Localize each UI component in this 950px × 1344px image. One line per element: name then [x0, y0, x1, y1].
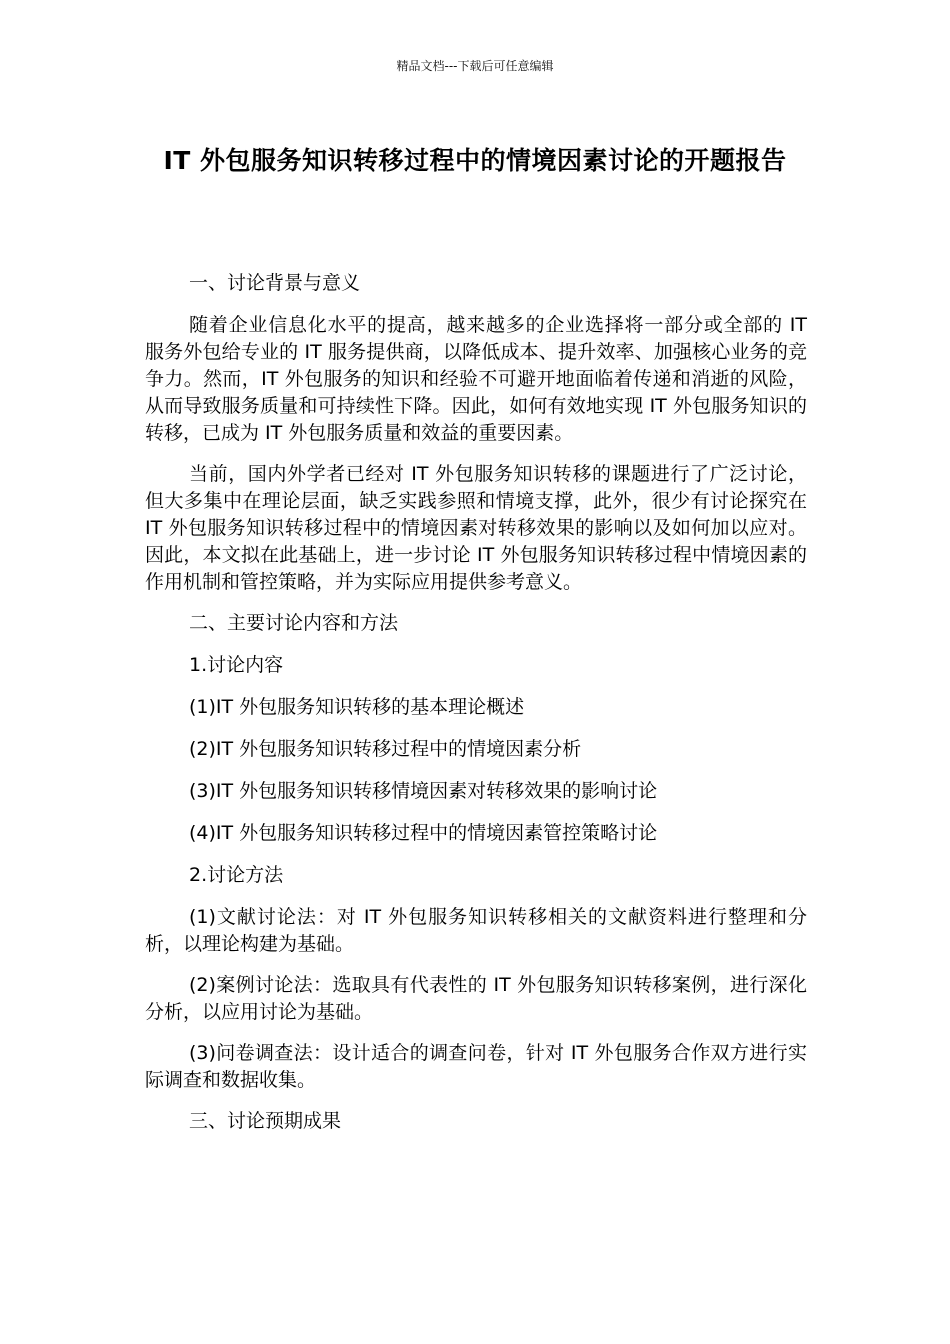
content-item-3: (3)IT 外包服务知识转移情境因素对转移效果的影响讨论 [189, 780, 658, 802]
content-item-4: (4)IT 外包服务知识转移过程中的情境因素管控策略讨论 [189, 822, 658, 844]
section-heading-content-methods: 二、主要讨论内容和方法 [189, 612, 399, 634]
subheading-methods: 2.讨论方法 [189, 864, 284, 886]
content-item-2: (2)IT 外包服务知识转移过程中的情境因素分析 [189, 738, 582, 760]
section-heading-background: 一、讨论背景与意义 [189, 272, 361, 294]
method-literature: (1)文献讨论法：对 IT 外包服务知识转移相关的文献资料进行整理和分析，以理论构建为基础。 [145, 906, 807, 955]
document-body [145, 270, 807, 1150]
content-item-1: (1)IT 外包服务知识转移的基本理论概述 [189, 696, 525, 718]
subheading-content: 1.讨论内容 [189, 654, 284, 676]
method-questionnaire: (3)问卷调查法：设计适合的调查问卷，针对 IT 外包服务合作双方进行实际调查和数据收集。 [145, 1042, 807, 1091]
document-title: IT 外包服务知识转移过程中的情境因素讨论的开题报告 [163, 146, 787, 175]
section-heading-expected-results: 三、讨论预期成果 [189, 1110, 342, 1132]
page-header: 精品文档---下载后可任意编辑 [396, 59, 554, 73]
paragraph-background-2: 当前，国内外学者已经对 IT 外包服务知识转移的课题进行了广泛讨论，但大多集中在理论层面，缺乏实践参照和情境支撑，此外，很少有讨论探究在 IT 外包服务知识转移过程中的情境因素对转移效果的影响以及如何加以应对。因此，本文拟在此基础上，进一步讨论 IT 外包服务知识转移过程中情境因素的作用机制和管控策略，并为实际应用提供参考意义。 [145, 463, 807, 593]
paragraph-background-1: 随着企业信息化水平的提高，越来越多的企业选择将一部分或全部的 IT 服务外包给专业的 IT 服务提供商，以降低成本、提升效率、加强核心业务的竞争力。然而，IT 外包服务的知识和经验不可避开地面临着传递和消逝的风险，从而导致服务质量和可持续性下降。因此，如何有效地实现 IT 外包服务知识的转移，已成为 IT 外包服务质量和效益的重要因素。 [145, 314, 807, 444]
method-case-study: (2)案例讨论法：选取具有代表性的 IT 外包服务知识转移案例，进行深化分析，以应用讨论为基础。 [145, 974, 807, 1023]
